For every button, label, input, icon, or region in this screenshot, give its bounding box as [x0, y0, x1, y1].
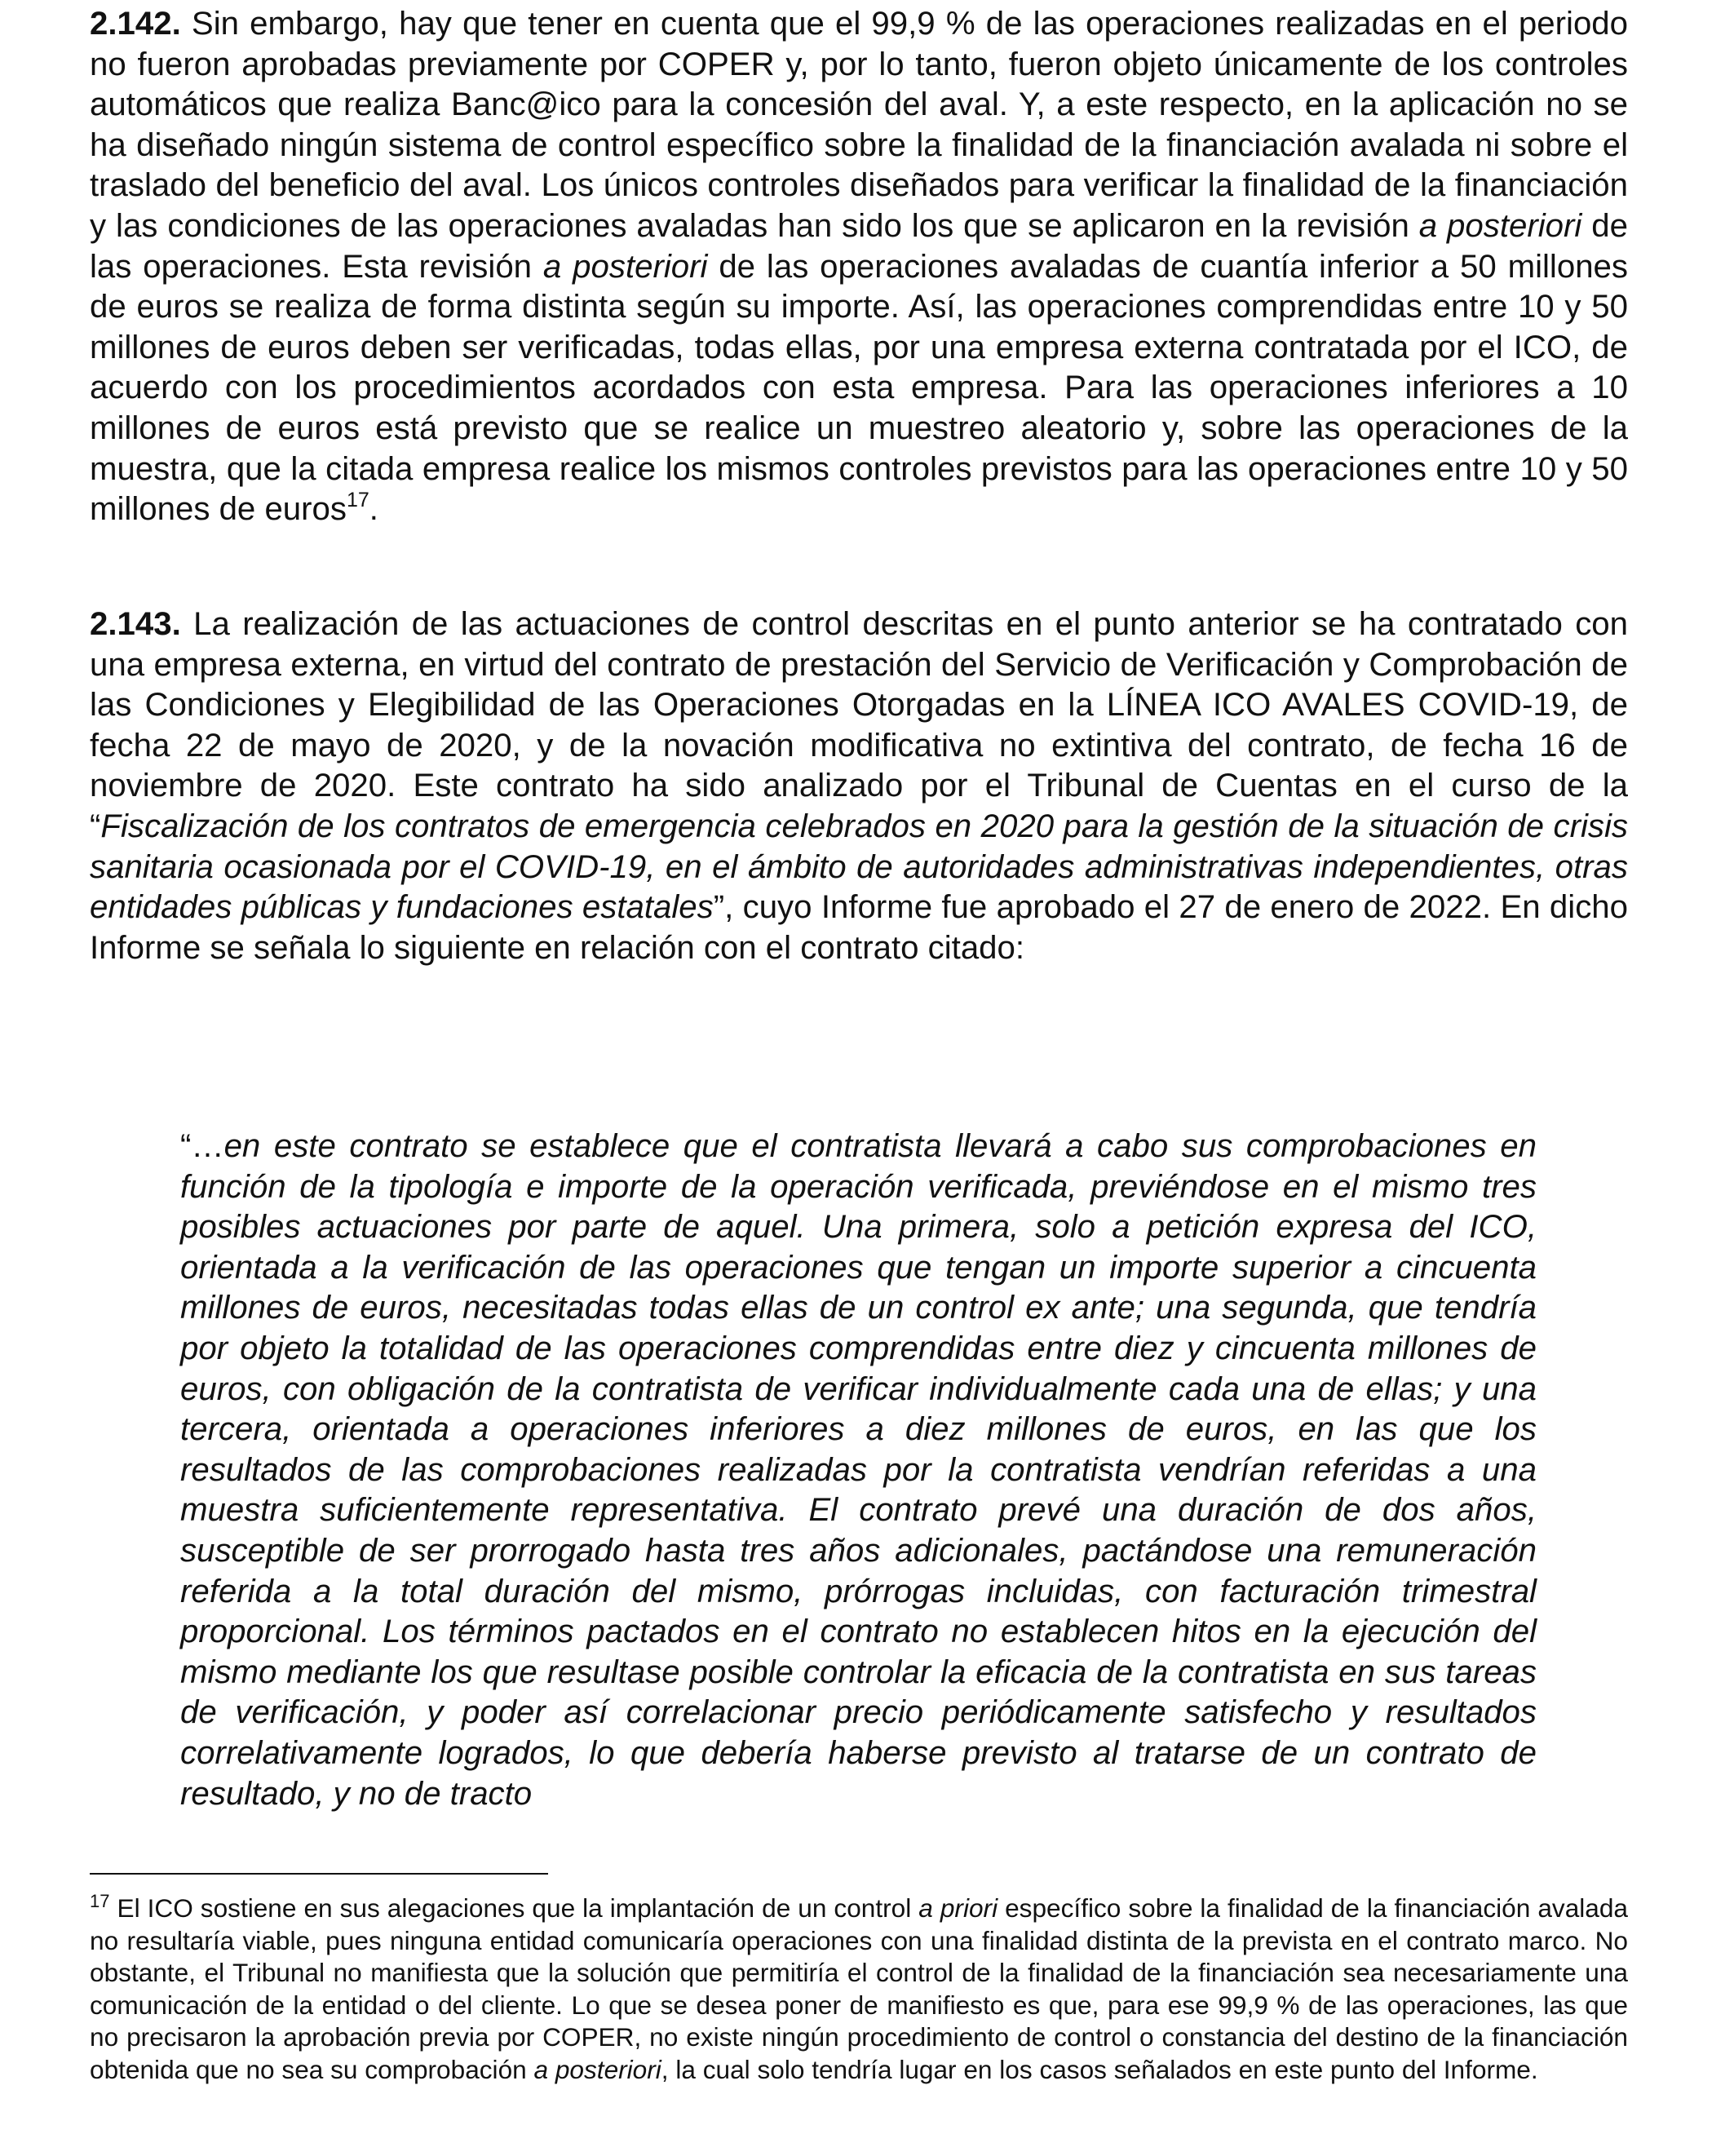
quote-open: “… — [180, 1127, 224, 1164]
italic-term: a posteriori — [533, 2054, 661, 2084]
report-title: Fiscalización de los contratos de emergencia celebrados en 2020 para la gestión de la situación de crisis sanitaria ocasionada por el COVID-19, en el ámbito de autoridades administrativas independientes, otras entidades públicas y fundaciones estatales — [90, 807, 1628, 926]
paragraph-number: 2.142. — [90, 5, 181, 42]
paragraph-2-143 — [90, 604, 1628, 967]
italic-term: a posteriori — [542, 247, 708, 285]
footnote-text: específico sobre la finalidad de la financiación avalada no resultaría viable, pues ninguna entidad comunicaría operaciones con una finalidad distinta de la prevista en el contrato marco. No obstante, el Tribunal no manifiesta que la solución que permitiría el control de la finalidad de la financiación sea necesariamente una comunicación de la entidad o del cliente. Lo que se desea poner de manifiesto es que, para ese 99,9 % de las operaciones, las que no precisaron la aprobación previa por COPER, no existe ningún procedimiento de control o constancia del destino de la financiación obtenida que no sea su comprobación — [90, 1893, 1628, 2084]
paragraph-text: ”, cuyo Informe fue aprobado el 27 de enero de 2022. En dicho Informe se señala lo siguiente en relación con el contrato citado: — [90, 888, 1629, 966]
footnote-separator — [90, 1873, 548, 1875]
paragraph-number: 2.143. — [90, 605, 181, 642]
footnote-number: 17 — [90, 1891, 110, 1911]
italic-term: a priori — [918, 1893, 998, 1923]
footnote-17 — [90, 1893, 1628, 2087]
paragraph-text: de las operaciones. Esta revisión — [90, 206, 1628, 285]
italic-term: a posteriori — [1418, 206, 1582, 244]
quote-text: en este contrato se establece que el contratista llevará a cabo sus comprobaciones en función de la tipología e importe de la operación verificada, previéndose en el mismo tres posibles actuaciones por parte de aquel. Una primera, solo a petición expresa del ICO, orientada a la verificación de las operaciones que tengan un importe superior a cincuenta millones de euros, necesitadas todas ellas de un control ex ante; una segunda, que tendría por objeto la totalidad de las operaciones comprendidas entre diez y cincuenta millones de euros, con obligación de la contratista de verificar individualmente cada una de ellas; y una tercera, orientada a operaciones inferiores a diez millones de euros, en las que los resultados de las comprobaciones realizadas por la contratista vendrían referidas a una muestra suficientemente representativa. El contrato prevé una duración de dos años, susceptible de ser prorrogado hasta tres años adicionales, pactándose una remuneración referida a la total duración del mismo, prórrogas incluidas, con facturación trimestral proporcional. Los términos pactados en el contrato no establecen hitos en la ejecución del mismo mediante los que resultase posible controlar la eficacia de la contratista en sus tareas de verificación, y poder así correlacionar precio periódicamente satisfecho y resultados correlativamente logrados, lo que debería haberse previsto al tratarse de un contrato de resultado, y no de tracto — [180, 1127, 1537, 1812]
paragraph-text: La realización de las actuaciones de control descritas en el punto anterior se ha contratado con una empresa externa, en virtud del contrato de prestación del Servicio de Verificación y Comprobación de las Condiciones y Elegibilidad de las Operaciones Otorgadas en la LÍNEA ICO AVALES COVID-19, de fecha 22 de mayo de 2020, y de la novación modificativa no extintiva del contrato, de fecha 16 de noviembre de 2020. Este contrato ha sido analizado por el Tribunal de Cuentas en el curso de la “ — [90, 605, 1628, 844]
paragraph-2-142 — [90, 3, 1628, 529]
footnote-text: , la cual solo tendría lugar en los casos señalados en este punto del Informe. — [661, 2054, 1538, 2084]
block-quote — [180, 1126, 1537, 1813]
paragraph-text: de las operaciones avaladas de cuantía inferior a 50 millones de euros se realiza de forma distinta según su importe. Así, las operaciones comprendidas entre 10 y 50 millones de euros deben ser verificadas, todas ellas, por una empresa externa contratada por el ICO, de acuerdo con los procedimientos acordados con esta empresa. Para las operaciones inferiores a 10 millones de euros está previsto que se realice un muestreo aleatorio y, sobre las operaciones de la muestra, que la citada empresa realice los mismos controles previstos para las operaciones entre 10 y 50 millones de euros — [90, 247, 1628, 528]
paragraph-text: . — [369, 490, 378, 528]
footnote-reference[interactable]: 17 — [346, 489, 369, 512]
paragraph-text: Sin embargo, hay que tener en cuenta que el 99,9 % de las operaciones realizadas en el periodo no fueron aprobadas previamente por COPER y, por lo tanto, fueron objeto únicamente de los controles automáticos que realiza Banc@ico para la concesión del aval. Y, a este respecto, en la aplicación no se ha diseñado ningún sistema de control específico sobre la finalidad de la financiación avalada ni sobre el traslado del beneficio del aval. Los únicos controles diseñados para verificar la finalidad de la financiación y las condiciones de las operaciones avaladas han sido los que se aplicaron en la revisión — [90, 5, 1628, 244]
footnote-text: El ICO sostiene en sus alegaciones que la implantación de un control — [109, 1893, 919, 1923]
